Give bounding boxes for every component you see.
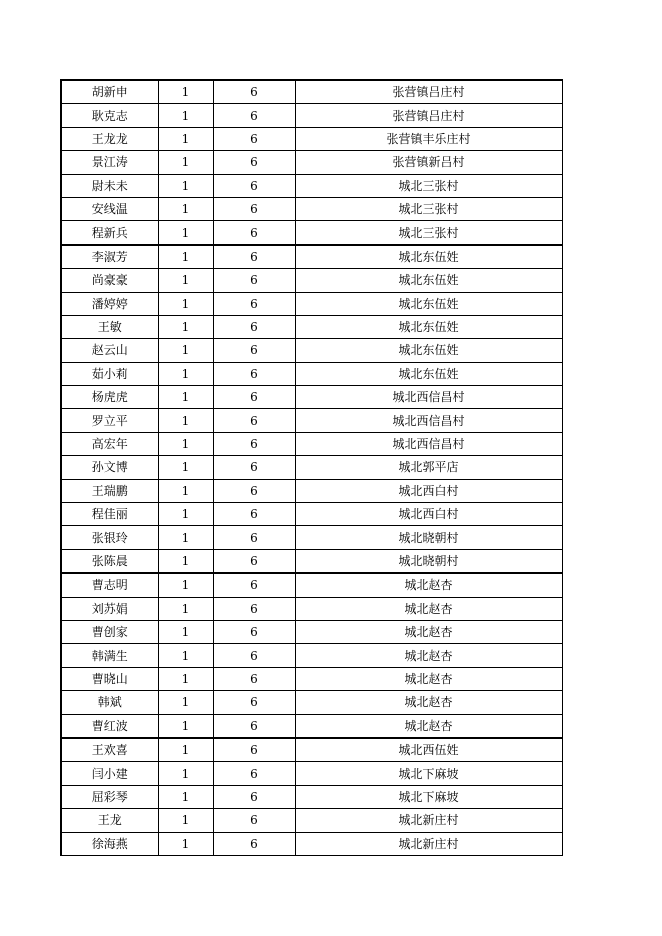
address-cell[interactable]: 城北新庄村 <box>295 809 562 832</box>
count-cell[interactable]: 1 <box>158 549 213 573</box>
address-cell[interactable]: 城北西白村 <box>295 479 562 502</box>
count-cell[interactable]: 1 <box>158 409 213 432</box>
count-cell[interactable]: 1 <box>158 245 213 269</box>
count-cell[interactable]: 1 <box>158 714 213 738</box>
value-cell[interactable]: 6 <box>213 245 295 269</box>
name-cell[interactable]: 张陈晨 <box>61 549 158 573</box>
name-cell[interactable]: 孙文博 <box>61 456 158 479</box>
value-cell[interactable]: 6 <box>213 714 295 738</box>
value-cell[interactable]: 6 <box>213 597 295 620</box>
name-cell[interactable]: 韩满生 <box>61 644 158 667</box>
name-cell[interactable]: 刘苏娟 <box>61 597 158 620</box>
address-cell[interactable]: 城北东伍姓 <box>295 339 562 362</box>
value-cell[interactable]: 6 <box>213 151 295 174</box>
address-cell[interactable]: 城北东伍姓 <box>295 315 562 338</box>
table-row <box>61 197 562 220</box>
address-cell[interactable]: 城北西白村 <box>295 503 562 526</box>
count-cell[interactable]: 1 <box>158 292 213 315</box>
name-cell[interactable]: 徐海燕 <box>61 832 158 855</box>
address-cell[interactable]: 城北西伍姓 <box>295 738 562 762</box>
count-cell[interactable]: 1 <box>158 526 213 549</box>
name-cell[interactable]: 程佳丽 <box>61 503 158 526</box>
table-row <box>61 762 562 785</box>
table-row <box>61 432 562 455</box>
name-cell[interactable]: 王欢喜 <box>61 738 158 762</box>
value-cell[interactable]: 6 <box>213 503 295 526</box>
value-cell[interactable]: 6 <box>213 409 295 432</box>
value-cell[interactable]: 6 <box>213 456 295 479</box>
address-cell[interactable]: 城北赵杏 <box>295 691 562 714</box>
count-cell[interactable]: 1 <box>158 80 213 104</box>
name-cell[interactable]: 王敏 <box>61 315 158 338</box>
address-cell[interactable]: 城北西信昌村 <box>295 409 562 432</box>
table-row <box>61 174 562 197</box>
table-row <box>61 269 562 292</box>
count-cell[interactable]: 1 <box>158 269 213 292</box>
address-cell[interactable]: 城北赵杏 <box>295 620 562 643</box>
value-cell[interactable]: 6 <box>213 80 295 104</box>
value-cell[interactable]: 6 <box>213 573 295 597</box>
value-cell[interactable]: 6 <box>213 339 295 362</box>
name-cell[interactable]: 尉未未 <box>61 174 158 197</box>
table-row <box>61 386 562 409</box>
table-row <box>61 503 562 526</box>
name-cell[interactable]: 茹小莉 <box>61 362 158 385</box>
address-cell[interactable]: 城北晓朝村 <box>295 526 562 549</box>
address-cell[interactable]: 城北东伍姓 <box>295 362 562 385</box>
value-cell[interactable]: 6 <box>213 526 295 549</box>
table-row <box>61 691 562 714</box>
address-cell[interactable]: 城北赵杏 <box>295 714 562 738</box>
value-cell[interactable]: 6 <box>213 174 295 197</box>
address-cell[interactable]: 城北赵杏 <box>295 667 562 690</box>
address-cell[interactable]: 张营镇吕庄村 <box>295 104 562 127</box>
count-cell[interactable]: 1 <box>158 597 213 620</box>
table-row <box>61 104 562 127</box>
count-cell[interactable]: 1 <box>158 362 213 385</box>
value-cell[interactable]: 6 <box>213 691 295 714</box>
address-cell[interactable]: 城北三张村 <box>295 221 562 245</box>
address-cell[interactable]: 张营镇新吕村 <box>295 151 562 174</box>
address-cell[interactable]: 城北晓朝村 <box>295 549 562 573</box>
table-row <box>61 315 562 338</box>
table-row <box>61 809 562 832</box>
address-cell[interactable]: 张营镇吕庄村 <box>295 80 562 104</box>
name-cell[interactable]: 闫小建 <box>61 762 158 785</box>
address-cell[interactable]: 城北赵杏 <box>295 573 562 597</box>
count-cell[interactable]: 1 <box>158 644 213 667</box>
name-cell[interactable]: 屈彩琴 <box>61 785 158 808</box>
count-cell[interactable]: 1 <box>158 339 213 362</box>
count-cell[interactable]: 1 <box>158 691 213 714</box>
table-row <box>61 620 562 643</box>
count-cell[interactable]: 1 <box>158 456 213 479</box>
count-cell[interactable]: 1 <box>158 151 213 174</box>
name-cell[interactable]: 杨虎虎 <box>61 386 158 409</box>
table-row <box>61 245 562 269</box>
value-cell[interactable]: 6 <box>213 479 295 502</box>
address-cell[interactable]: 张营镇丰乐庄村 <box>295 127 562 150</box>
value-cell[interactable]: 6 <box>213 269 295 292</box>
address-cell[interactable]: 城北东伍姓 <box>295 269 562 292</box>
table-row <box>61 409 562 432</box>
value-cell[interactable]: 6 <box>213 197 295 220</box>
table-row <box>61 362 562 385</box>
name-cell[interactable]: 程新兵 <box>61 221 158 245</box>
value-cell[interactable]: 6 <box>213 432 295 455</box>
table-row <box>61 573 562 597</box>
table-body <box>61 80 562 855</box>
name-cell[interactable]: 张银玲 <box>61 526 158 549</box>
name-cell[interactable]: 韩斌 <box>61 691 158 714</box>
count-cell[interactable]: 1 <box>158 315 213 338</box>
count-cell[interactable]: 1 <box>158 432 213 455</box>
count-cell[interactable]: 1 <box>158 785 213 808</box>
value-cell[interactable]: 6 <box>213 292 295 315</box>
value-cell[interactable]: 6 <box>213 104 295 127</box>
name-cell[interactable]: 安线温 <box>61 197 158 220</box>
name-cell[interactable]: 罗立平 <box>61 409 158 432</box>
table-row <box>61 151 562 174</box>
table-row <box>61 644 562 667</box>
table-row <box>61 456 562 479</box>
name-cell[interactable]: 王瑞鹏 <box>61 479 158 502</box>
address-cell[interactable]: 城北赵杏 <box>295 644 562 667</box>
count-cell[interactable]: 1 <box>158 762 213 785</box>
address-cell[interactable]: 城北三张村 <box>295 174 562 197</box>
name-cell[interactable]: 曹志明 <box>61 573 158 597</box>
name-cell[interactable]: 曹晓山 <box>61 667 158 690</box>
name-cell[interactable]: 王龙 <box>61 809 158 832</box>
count-cell[interactable]: 1 <box>158 809 213 832</box>
address-cell[interactable]: 城北西信昌村 <box>295 386 562 409</box>
table-row <box>61 714 562 738</box>
name-cell[interactable]: 曹红波 <box>61 714 158 738</box>
value-cell[interactable]: 6 <box>213 785 295 808</box>
count-cell[interactable]: 1 <box>158 738 213 762</box>
value-cell[interactable]: 6 <box>213 315 295 338</box>
table-row <box>61 221 562 245</box>
name-cell[interactable]: 耿克志 <box>61 104 158 127</box>
count-cell[interactable]: 1 <box>158 832 213 855</box>
address-cell[interactable]: 城北新庄村 <box>295 832 562 855</box>
table-row <box>61 549 562 573</box>
value-cell[interactable]: 6 <box>213 832 295 855</box>
address-cell[interactable]: 城北下麻坡 <box>295 785 562 808</box>
table-row <box>61 339 562 362</box>
address-cell[interactable]: 城北下麻坡 <box>295 762 562 785</box>
count-cell[interactable]: 1 <box>158 221 213 245</box>
table-row <box>61 127 562 150</box>
name-cell[interactable]: 潘婷婷 <box>61 292 158 315</box>
count-cell[interactable]: 1 <box>158 104 213 127</box>
address-cell[interactable]: 城北郭平店 <box>295 456 562 479</box>
address-cell[interactable]: 城北三张村 <box>295 197 562 220</box>
count-cell[interactable]: 1 <box>158 573 213 597</box>
value-cell[interactable]: 6 <box>213 549 295 573</box>
table-row <box>61 667 562 690</box>
count-cell[interactable]: 1 <box>158 620 213 643</box>
name-cell[interactable]: 李淑芳 <box>61 245 158 269</box>
value-cell[interactable]: 6 <box>213 386 295 409</box>
value-cell[interactable]: 6 <box>213 644 295 667</box>
value-cell[interactable]: 6 <box>213 762 295 785</box>
count-cell[interactable]: 1 <box>158 667 213 690</box>
value-cell[interactable]: 6 <box>213 127 295 150</box>
name-cell[interactable]: 高宏年 <box>61 432 158 455</box>
table-row <box>61 597 562 620</box>
table-row <box>61 785 562 808</box>
data-table <box>60 79 563 856</box>
count-cell[interactable]: 1 <box>158 386 213 409</box>
count-cell[interactable]: 1 <box>158 197 213 220</box>
address-cell[interactable]: 城北东伍姓 <box>295 292 562 315</box>
table-row <box>61 292 562 315</box>
table-row <box>61 738 562 762</box>
table-row <box>61 526 562 549</box>
value-cell[interactable]: 6 <box>213 809 295 832</box>
name-cell[interactable]: 尚豪豪 <box>61 269 158 292</box>
name-cell[interactable]: 胡新申 <box>61 80 158 104</box>
value-cell[interactable]: 6 <box>213 620 295 643</box>
address-cell[interactable]: 城北赵杏 <box>295 597 562 620</box>
count-cell[interactable]: 1 <box>158 174 213 197</box>
count-cell[interactable]: 1 <box>158 479 213 502</box>
table-row <box>61 479 562 502</box>
table-row <box>61 80 562 104</box>
count-cell[interactable]: 1 <box>158 127 213 150</box>
value-cell[interactable]: 6 <box>213 738 295 762</box>
value-cell[interactable]: 6 <box>213 221 295 245</box>
count-cell[interactable]: 1 <box>158 503 213 526</box>
value-cell[interactable]: 6 <box>213 667 295 690</box>
value-cell[interactable]: 6 <box>213 362 295 385</box>
table-row <box>61 832 562 855</box>
name-cell[interactable]: 景江涛 <box>61 151 158 174</box>
name-cell[interactable]: 赵云山 <box>61 339 158 362</box>
address-cell[interactable]: 城北东伍姓 <box>295 245 562 269</box>
name-cell[interactable]: 王龙龙 <box>61 127 158 150</box>
address-cell[interactable]: 城北西信昌村 <box>295 432 562 455</box>
name-cell[interactable]: 曹创家 <box>61 620 158 643</box>
